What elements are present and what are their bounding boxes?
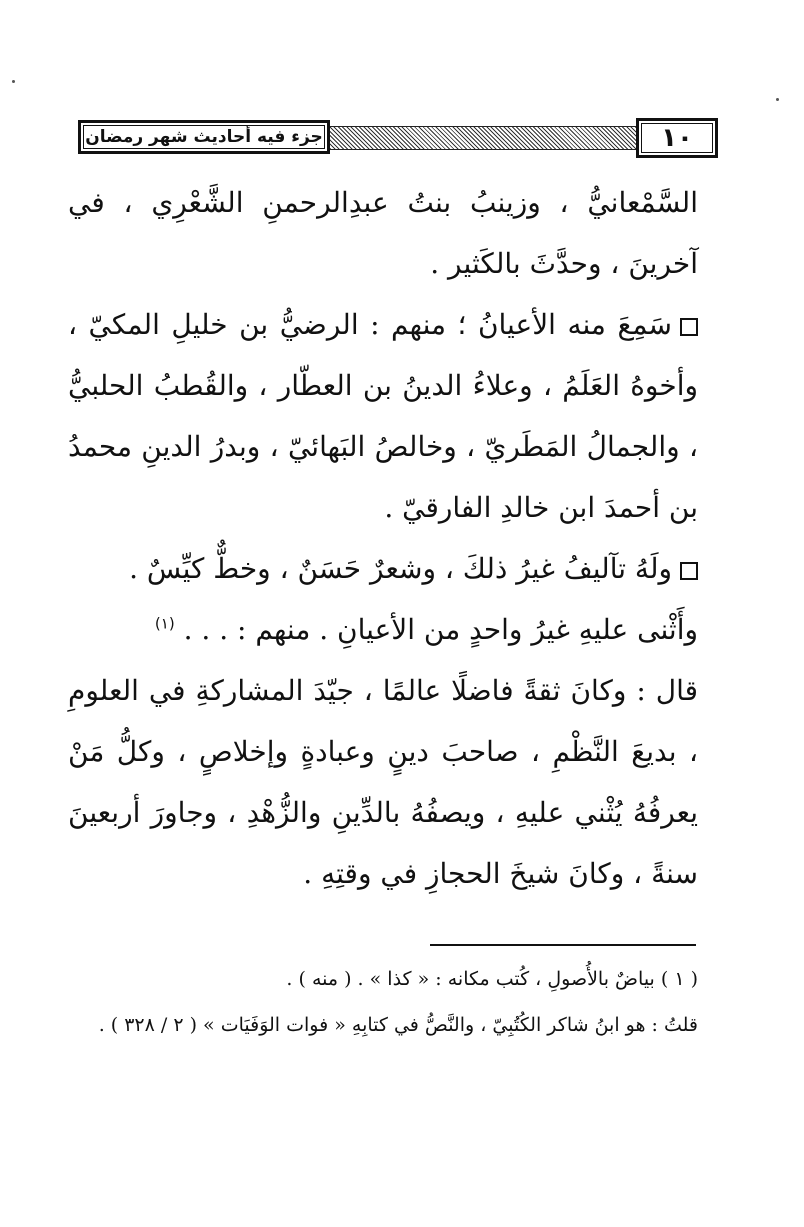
paragraph-3-text: ولَهُ تآليفُ غيرُ ذلكَ ، وشعرٌ حَسَنٌ ، وخطٌّ كيِّسٌ . bbox=[129, 552, 672, 585]
paragraph-4-text: وأَثْنى عليهِ غيرُ واحدٍ من الأعيانِ . منهم : . . . bbox=[183, 613, 698, 646]
running-header bbox=[78, 118, 718, 158]
paragraph-3 bbox=[68, 538, 698, 599]
paragraph-4 bbox=[68, 599, 698, 660]
paragraph-2-text: سَمِعَ منه الأعيانُ ؛ منهم : الرضيُّ بن خليلِ المكيّ ، وأخوهُ العَلَمُ ، وعلاءُ الدينُ بن العطّار ، والقُطبُ الحلبيُّ ، والجمالُ المَطَريّ ، وخالصُ البَهائيّ ، وبدرُ الدينِ محمدُ بن أحمدَ ابن خالدِ الفارقيّ . bbox=[68, 308, 698, 524]
book-title-box bbox=[78, 120, 330, 154]
page-number: ١٠ bbox=[661, 123, 693, 153]
header-hatched-bar bbox=[330, 126, 636, 150]
paragraph-5: قال : وكانَ ثقةً فاضلًا عالمًا ، جيّدَ المشاركةِ في العلومِ ، بديعَ النَّظْمِ ، صاحبَ دينٍ وعبادةٍ وإخلاصٍ ، وكلُّ مَنْ يعرفُهُ يُثْني عليهِ ، ويصفُهُ بالدِّينِ والزُّهْدِ ، وجاورَ أربعينَ سنةً ، وكانَ شيخَ الحجازِ في وقتِهِ . bbox=[68, 674, 698, 890]
footnote-1: ( ١ ) بياضٌ بالأُصولِ ، كُتب مكانه : « كذا » . ( منه ) . bbox=[286, 968, 698, 990]
footnote-2: قلتُ : هو ابنُ شاكر الكُتُبِيّ ، والنَّصُّ في كتابِهِ « فوات الوَفَيَات » ( ٢ / ٣٢٨ ) . bbox=[98, 1014, 698, 1036]
paragraph-1: السَّمْعانيُّ ، وزينبُ بنتُ عبدِالرحمنِ الشَّعْرِي ، في آخرينَ ، وحدَّثَ بالكَثير . bbox=[68, 186, 698, 280]
scan-speck bbox=[776, 98, 779, 101]
section-square-icon bbox=[680, 318, 698, 336]
footnote-reference: (١) bbox=[154, 614, 175, 633]
footnotes bbox=[68, 956, 698, 1048]
book-title: جزء فيه أحاديث شهر رمضان bbox=[85, 127, 323, 147]
main-text bbox=[68, 172, 698, 904]
section-square-icon bbox=[680, 562, 698, 580]
scan-speck bbox=[12, 80, 15, 83]
footnote-separator bbox=[430, 944, 696, 946]
paragraph-2 bbox=[68, 294, 698, 538]
page-number-box bbox=[636, 118, 718, 158]
